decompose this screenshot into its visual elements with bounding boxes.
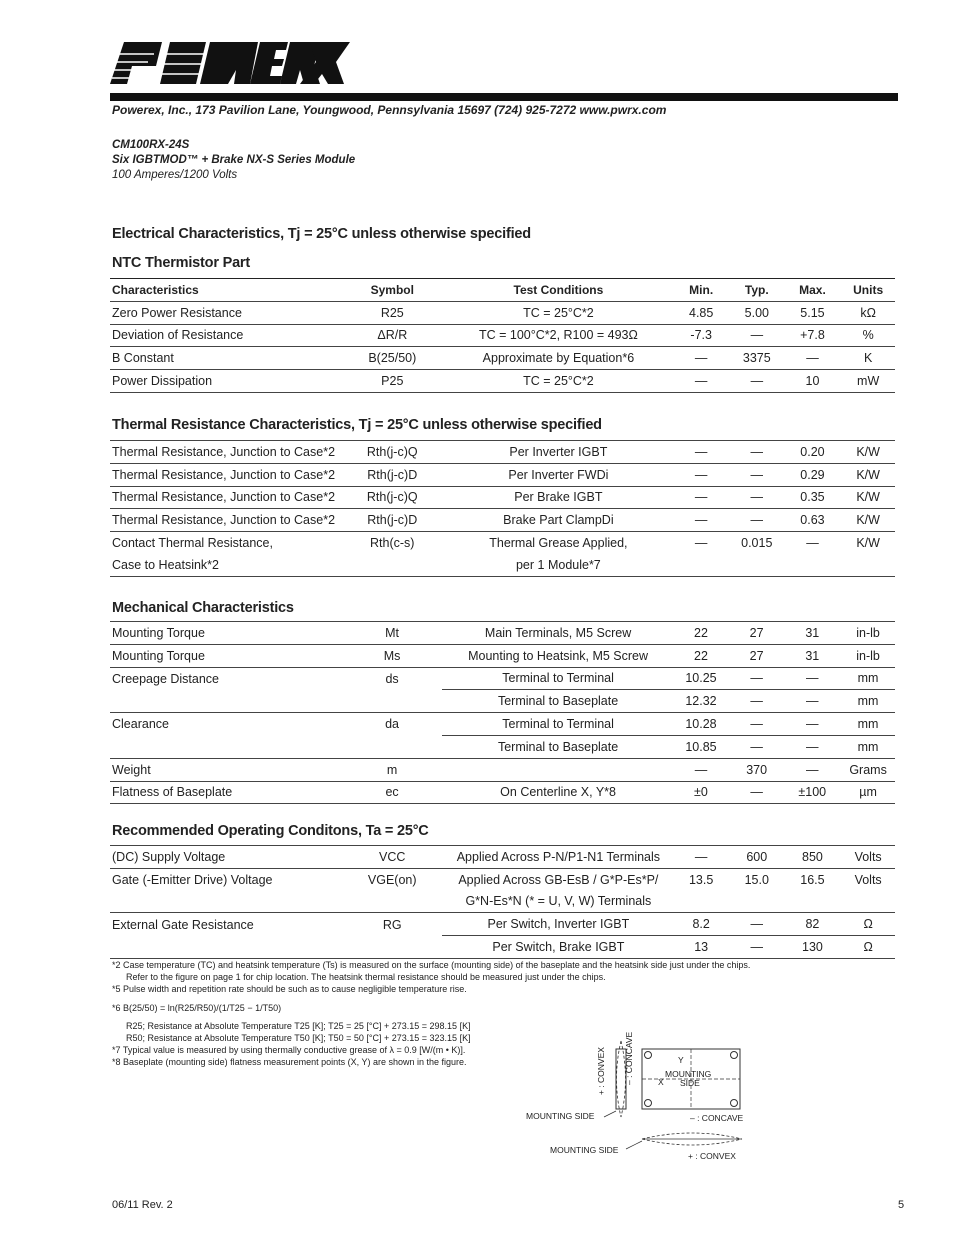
note-6-r25: R25; Resistance at Absolute Temperature T25 [K]; T25 = 25 [°C] + 273.15 = 298.15 [K] [126, 1021, 471, 1032]
cell-test-condition: Approximate by Equation*6 [442, 347, 672, 370]
col-typ: Typ. [728, 279, 784, 302]
cell-typ: — [728, 713, 784, 736]
cell-typ: — [728, 463, 784, 486]
cell-min: 13 [672, 936, 728, 959]
cell-unit: mW [839, 370, 895, 393]
cell-symbol: Rth(c-s) [340, 532, 442, 554]
cell-test-condition: Per Switch, Inverter IGBT [442, 913, 672, 936]
section-ntc: NTC Thermistor Part [112, 255, 250, 271]
fig-convex-label-2: + : CONVEX [688, 1151, 736, 1161]
fig-mounting-side-2: MOUNTING SIDE [550, 1145, 619, 1155]
note-2: *2 Case temperature (TC) and heatsink temperature (Ts) is measured on the surface (mounting side) of the baseplate and the heatsink side just under the chips. [112, 960, 751, 970]
ntc-table-header [110, 279, 895, 302]
cell-characteristic: (DC) Supply Voltage [110, 846, 340, 869]
cell-test-condition: Terminal to Baseplate [442, 735, 672, 758]
cell-unit: Ω [839, 936, 895, 959]
cell-symbol: ΔR/R [340, 324, 442, 347]
cell-symbol [340, 936, 442, 959]
cell-unit: mm [839, 713, 895, 736]
note-2-cont: Refer to the figure on page 1 for chip location. The heatsink thermal resistance should be measured just under the chips. [126, 971, 606, 982]
section-operating: Recommended Operating Conditons, Ta = 25°C [112, 823, 429, 839]
cell-test-condition: TC = 25°C*2 [442, 370, 672, 393]
cell-min: — [672, 347, 728, 370]
cell-typ: 0.015 [728, 532, 784, 554]
table-row [110, 622, 895, 645]
cell-test-condition: Applied Across P-N/P1-N1 Terminals [442, 846, 672, 869]
cell-characteristic: Thermal Resistance, Junction to Case*2 [110, 463, 340, 486]
table-row [110, 644, 895, 667]
section-electrical-title: Electrical Characteristics, Tj = 25°C unless otherwise specified [112, 226, 531, 242]
header-rule [110, 93, 898, 101]
table-row [110, 846, 895, 869]
note-6: *6 B(25/50) = ln(R25/R50)/(1/T25 − 1/T50) [112, 1003, 282, 1014]
cell-unit: in-lb [839, 644, 895, 667]
col-characteristics: Characteristics [110, 279, 340, 302]
cell-min: ±0 [672, 781, 728, 804]
cell-min: — [672, 509, 728, 532]
fig-y-label: Y [678, 1055, 684, 1065]
table-row [110, 781, 895, 804]
cell-max: 0.29 [784, 463, 840, 486]
cell-max: 0.63 [784, 509, 840, 532]
cell-symbol: ds [340, 667, 442, 690]
cell-typ: — [728, 324, 784, 347]
cell-typ [728, 554, 784, 576]
cell-min: — [672, 758, 728, 781]
powerex-logo [110, 40, 350, 86]
cell-symbol: VGE(on) [340, 868, 442, 890]
cell-test-condition: Terminal to Terminal [442, 667, 672, 690]
cell-test-condition: Applied Across GB-EsB / G*P-Es*P/ [442, 868, 672, 890]
table-row [110, 509, 895, 532]
col-symbol: Symbol [340, 279, 442, 302]
cell-max: — [783, 713, 839, 736]
table-row [110, 554, 895, 576]
cell-symbol: da [340, 713, 442, 736]
fig-concave-label: – : CONCAVE [624, 1031, 634, 1085]
table-row [110, 690, 895, 713]
cell-test-condition: On Centerline X, Y*8 [442, 781, 672, 804]
fig-mounting-side-1: MOUNTING SIDE [526, 1111, 595, 1121]
cell-typ: — [728, 781, 784, 804]
cell-characteristic: Creepage Distance [110, 667, 340, 690]
cell-symbol: Ms [340, 644, 442, 667]
cell-max [784, 554, 840, 576]
cell-test-condition: Thermal Grease Applied, [442, 532, 672, 554]
product-description: Six IGBTMOD™ + Brake NX-S Series Module [112, 154, 356, 166]
cell-max: +7.8 [784, 324, 840, 347]
cell-typ: 27 [728, 622, 784, 645]
cell-unit: Grams [839, 758, 895, 781]
cell-typ [728, 891, 784, 913]
cell-typ: — [728, 735, 784, 758]
cell-characteristic: Mounting Torque [110, 622, 340, 645]
cell-typ: — [728, 509, 784, 532]
cell-characteristic [110, 690, 340, 713]
table-row [110, 532, 895, 554]
cell-max: 82 [784, 913, 840, 936]
cell-max: — [784, 532, 840, 554]
fig-x-label: X [658, 1077, 664, 1087]
cell-unit: mm [839, 690, 895, 713]
cell-unit: Volts [839, 868, 895, 890]
cell-typ: — [728, 936, 784, 959]
cell-characteristic: Zero Power Resistance [110, 301, 340, 324]
product-rating: 100 Amperes/1200 Volts [112, 169, 238, 181]
note-6-r50: R50; Resistance at Absolute Temperature T50 [K]; T50 = 50 [°C] + 273.15 = 323.15 [K] [126, 1032, 471, 1043]
cell-typ: — [728, 486, 784, 509]
thermal-table [110, 440, 895, 577]
col-min: Min. [672, 279, 728, 302]
cell-max: — [783, 758, 839, 781]
cell-unit: Ω [839, 913, 895, 936]
operating-table [110, 845, 895, 959]
cell-min: 22 [672, 644, 728, 667]
part-number: CM100RX-24S [112, 139, 190, 151]
cell-characteristic: Thermal Resistance, Junction to Case*2 [110, 441, 340, 464]
cell-test-condition: Terminal to Baseplate [442, 690, 672, 713]
section-mechanical: Mechanical Characteristics [112, 600, 294, 616]
cell-typ: 600 [728, 846, 784, 869]
cell-test-condition: Main Terminals, M5 Screw [442, 622, 672, 645]
cell-characteristic: Deviation of Resistance [110, 324, 340, 347]
cell-test-condition [442, 758, 672, 781]
cell-unit: K/W [839, 441, 895, 464]
table-row [110, 758, 895, 781]
cell-min [672, 891, 728, 913]
cell-max: 5.15 [784, 301, 840, 324]
cell-min: — [672, 532, 728, 554]
cell-symbol [340, 891, 442, 913]
cell-max: — [783, 735, 839, 758]
cell-characteristic: Case to Heatsink*2 [110, 554, 340, 576]
cell-characteristic: Flatness of Baseplate [110, 781, 340, 804]
cell-unit: % [839, 324, 895, 347]
cell-test-condition: TC = 25°C*2 [442, 301, 672, 324]
cell-characteristic: Clearance [110, 713, 340, 736]
cell-min: — [672, 441, 728, 464]
ntc-table [110, 278, 895, 393]
company-address: Powerex, Inc., 173 Pavilion Lane, Youngwood, Pennsylvania 15697 (724) 925-7272 www.pwrx.com [112, 103, 667, 117]
col-test-conditions: Test Conditions [442, 279, 672, 302]
cell-min: — [672, 486, 728, 509]
note-7: *7 Typical value is measured by using thermally conductive grease of λ = 0.9 [W/(m • K)]. [112, 1044, 466, 1055]
table-row [110, 868, 895, 890]
table-row [110, 347, 895, 370]
cell-unit: in-lb [839, 622, 895, 645]
cell-unit: K/W [839, 509, 895, 532]
cell-symbol: P25 [340, 370, 442, 393]
cell-unit: kΩ [839, 301, 895, 324]
cell-min: 10.25 [672, 667, 728, 690]
cell-unit: µm [839, 781, 895, 804]
table-row [110, 913, 895, 936]
cell-min: 10.28 [672, 713, 728, 736]
cell-min: 4.85 [672, 301, 728, 324]
cell-symbol: Rth(j-c)D [340, 509, 442, 532]
cell-typ: 370 [728, 758, 784, 781]
cell-min: 12.32 [672, 690, 728, 713]
cell-test-condition: Mounting to Heatsink, M5 Screw [442, 644, 672, 667]
fig-mounting-side-top-1: MOUNTING [665, 1069, 712, 1079]
cell-symbol: R25 [340, 301, 442, 324]
cell-min: 10.85 [672, 735, 728, 758]
footer-revision: 06/11 Rev. 2 [112, 1199, 173, 1211]
cell-test-condition: G*N-Es*N (* = U, V, W) Terminals [465, 894, 652, 909]
cell-min: — [672, 846, 728, 869]
cell-test-condition: Terminal to Terminal [442, 713, 672, 736]
cell-max: 0.35 [784, 486, 840, 509]
cell-max: 31 [783, 644, 839, 667]
note-8: *8 Baseplate (mounting side) flatness measurement points (X, Y) are shown in the figure. [112, 1056, 467, 1067]
cell-symbol [340, 690, 442, 713]
cell-symbol [340, 735, 442, 758]
table-row [110, 735, 895, 758]
cell-characteristic: External Gate Resistance [110, 913, 340, 936]
cell-unit [839, 554, 895, 576]
cell-unit: K/W [839, 486, 895, 509]
table-row [110, 441, 895, 464]
cell-unit [839, 891, 895, 913]
cell-characteristic: B Constant [110, 347, 340, 370]
cell-characteristic: Mounting Torque [110, 644, 340, 667]
cell-symbol: Rth(j-c)Q [340, 486, 442, 509]
table-row [110, 936, 895, 959]
cell-unit: Volts [839, 846, 895, 869]
cell-characteristic [110, 735, 340, 758]
flatness-figure [520, 1015, 780, 1165]
cell-max: 130 [784, 936, 840, 959]
cell-symbol: VCC [340, 846, 442, 869]
cell-typ: 3375 [728, 347, 784, 370]
fig-mounting-side-top-2: SIDE [680, 1078, 700, 1088]
cell-characteristic [110, 936, 340, 959]
table-row [110, 891, 895, 913]
cell-min: 13.5 [672, 868, 728, 890]
cell-characteristic [110, 891, 340, 913]
cell-test-condition: Brake Part ClampDi [442, 509, 672, 532]
cell-unit: K/W [839, 463, 895, 486]
cell-typ: 5.00 [728, 301, 784, 324]
cell-typ: — [728, 690, 784, 713]
cell-characteristic: Power Dissipation [110, 370, 340, 393]
cell-test-condition: Per Inverter IGBT [442, 441, 672, 464]
cell-characteristic: Contact Thermal Resistance, [110, 532, 340, 554]
cell-typ: — [728, 441, 784, 464]
col-units: Units [839, 279, 895, 302]
cell-symbol: Rth(j-c)Q [340, 441, 442, 464]
table-row [110, 324, 895, 347]
cell-max [784, 891, 840, 913]
cell-test-condition: TC = 100°C*2, R100 = 493Ω [442, 324, 672, 347]
product-id [112, 138, 355, 183]
cell-min: -7.3 [672, 324, 728, 347]
section-electrical [112, 226, 531, 242]
cell-test-condition: Per Inverter FWDi [442, 463, 672, 486]
table-row [110, 370, 895, 393]
mechanical-table [110, 621, 895, 804]
table-row [110, 667, 895, 690]
cell-symbol [340, 554, 442, 576]
cell-test-condition: per 1 Module*7 [442, 554, 672, 576]
cell-min: — [672, 463, 728, 486]
cell-test-condition: Per Switch, Brake IGBT [442, 936, 672, 959]
footer-page: 5 [898, 1199, 905, 1211]
cell-min: 22 [672, 622, 728, 645]
cell-symbol: Rth(j-c)D [340, 463, 442, 486]
cell-max: — [784, 347, 840, 370]
cell-max: 850 [784, 846, 840, 869]
cell-unit: mm [839, 735, 895, 758]
cell-symbol: ec [340, 781, 442, 804]
cell-characteristic: Thermal Resistance, Junction to Case*2 [110, 486, 340, 509]
cell-typ: 15.0 [728, 868, 784, 890]
cell-max: — [783, 690, 839, 713]
cell-symbol: Mt [340, 622, 442, 645]
cell-max: 10 [784, 370, 840, 393]
cell-min: — [672, 370, 728, 393]
fig-convex-label: + : CONVEX [596, 1047, 606, 1095]
table-row [110, 713, 895, 736]
cell-unit: K/W [839, 532, 895, 554]
cell-max: — [783, 667, 839, 690]
note-5: *5 Pulse width and repetition rate should be such as to cause negligible temperature rise. [112, 983, 467, 994]
table-row [110, 486, 895, 509]
cell-min [672, 554, 728, 576]
cell-characteristic: Thermal Resistance, Junction to Case*2 [110, 509, 340, 532]
cell-typ: 27 [728, 644, 784, 667]
cell-unit: mm [839, 667, 895, 690]
cell-max: 31 [783, 622, 839, 645]
cell-symbol: RG [340, 913, 442, 936]
cell-max: 0.20 [784, 441, 840, 464]
table-row [110, 301, 895, 324]
fig-concave-label-2: – : CONCAVE [690, 1113, 744, 1123]
cell-unit: K [839, 347, 895, 370]
cell-characteristic: Gate (-Emitter Drive) Voltage [110, 868, 340, 890]
table-row [110, 463, 895, 486]
cell-typ: — [728, 370, 784, 393]
cell-typ: — [728, 667, 784, 690]
section-thermal: Thermal Resistance Characteristics, Tj = 25°C unless otherwise specified [112, 417, 602, 433]
cell-symbol: m [340, 758, 442, 781]
cell-max: ±100 [783, 781, 839, 804]
cell-characteristic: Weight [110, 758, 340, 781]
cell-symbol: B(25/50) [340, 347, 442, 370]
cell-typ: — [728, 913, 784, 936]
cell-min: 8.2 [672, 913, 728, 936]
col-max: Max. [784, 279, 840, 302]
cell-test-condition: Per Brake IGBT [442, 486, 672, 509]
cell-max: 16.5 [784, 868, 840, 890]
